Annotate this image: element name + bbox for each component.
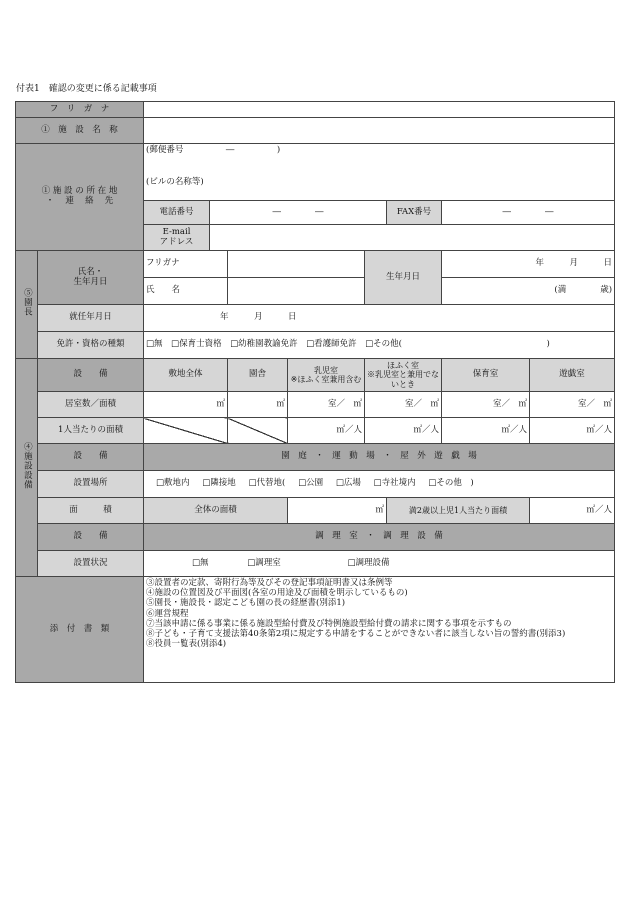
director-section-text: ⑤園長 bbox=[22, 288, 33, 317]
header-playroom: 遊戯室 bbox=[530, 359, 615, 392]
option-shrine[interactable]: □寺社境内 bbox=[373, 478, 416, 489]
attachment-item: ④施設の位置図及び平面図(各室の用途及び面積を明示しているもの) bbox=[146, 588, 408, 599]
equipment-label: 設 備 bbox=[38, 359, 144, 392]
infant-room-field[interactable]: 室／ ㎡ bbox=[288, 392, 365, 418]
location-options[interactable] bbox=[144, 471, 615, 498]
facilities-section-text: ④施設設備 bbox=[22, 441, 33, 490]
attachment-item: ⑧役員一覧表(別添4) bbox=[146, 639, 227, 650]
director-section-label bbox=[16, 251, 38, 359]
email-field[interactable] bbox=[210, 225, 615, 251]
option-on-site[interactable]: □敷地内 bbox=[156, 478, 190, 489]
kitchen-title: 調 理 室 ・ 調 理 設 備 bbox=[144, 524, 615, 551]
area-label: 面 積 bbox=[38, 498, 144, 524]
attachment-item: ⑧子ども・子育て支援法第40条第2項に規定する申請をすることができない者に該当しない旨の誓約書(別添3) bbox=[146, 628, 566, 639]
appointed-date-label: 就任年月日 bbox=[38, 305, 144, 332]
change-items-form bbox=[15, 101, 615, 683]
facility-furigana-field[interactable] bbox=[144, 102, 615, 118]
attachment-item: ⑤園長・施設長・認定こども園の長の経歴書(別添1) bbox=[146, 598, 346, 609]
address-label-line2: ・ 連 絡 先 bbox=[45, 196, 114, 206]
email-label bbox=[144, 225, 210, 251]
attachment-item: ③設置者の定款、寄附行為等及びその登記事項証明書又は条例等 bbox=[146, 578, 393, 588]
building-per-child-na bbox=[228, 418, 288, 444]
option-kitchen-equipment[interactable]: □調理設備 bbox=[347, 557, 390, 568]
header-infant-room: 乳児室 ※ほふく室兼用含む bbox=[288, 359, 365, 392]
header-crawling-room: ほふく室 ※乳児室と兼用でないとき bbox=[365, 359, 442, 392]
director-name-label-line2: 生年月日 bbox=[73, 276, 108, 287]
director-furigana-label: フリガナ bbox=[144, 251, 228, 278]
birth-label: 生年月日 bbox=[365, 251, 442, 305]
facility-name-label: ① 施 設 名 称 bbox=[16, 118, 144, 144]
director-furigana-field[interactable] bbox=[228, 251, 365, 278]
building-area-field[interactable]: ㎡ bbox=[228, 392, 288, 418]
address-field[interactable] bbox=[144, 144, 615, 201]
header-nursery-room: 保育室 bbox=[442, 359, 530, 392]
attachments-label: 添 付 書 類 bbox=[16, 577, 144, 683]
facility-name-field[interactable] bbox=[144, 118, 615, 144]
option-other[interactable]: □その他 ) bbox=[428, 478, 474, 489]
outdoor-playground-title: 園 庭 ・ 運 動 場 ・ 屋 外 遊 戯 場 bbox=[144, 444, 615, 471]
option-kitchen-room[interactable]: □調理室 bbox=[247, 557, 281, 568]
header-site-total: 敷地全体 bbox=[144, 359, 228, 392]
rooms-area-label: 居室数／面積 bbox=[38, 392, 144, 418]
over2-per-child-label: 満2歳以上児1人当たり面積 bbox=[387, 498, 530, 524]
total-area-label: 全体の面積 bbox=[144, 498, 288, 524]
kitchen-status-label: 設置状況 bbox=[38, 551, 144, 577]
fax-field[interactable]: ― ― bbox=[442, 201, 615, 225]
director-name-label bbox=[38, 251, 144, 305]
option-park[interactable]: □公園 bbox=[298, 478, 324, 489]
nursery-room-field[interactable]: 室／ ㎡ bbox=[442, 392, 530, 418]
postal-code: (郵便番号 ― ) bbox=[146, 145, 281, 155]
kitchen-equipment-label: 設 備 bbox=[38, 524, 144, 551]
director-name-field[interactable] bbox=[228, 278, 365, 305]
location-label: 設置場所 bbox=[38, 471, 144, 498]
option-adjacent[interactable]: □隣接地 bbox=[202, 478, 236, 489]
director-name-label-line1: 氏名・ bbox=[77, 266, 104, 277]
playroom-field[interactable]: 室／ ㎡ bbox=[530, 392, 615, 418]
kitchen-status-options[interactable] bbox=[144, 551, 615, 577]
per-child-area-label: 1人当たりの面積 bbox=[38, 418, 144, 444]
attachment-item: ⑥運営規程 bbox=[146, 608, 189, 619]
address-label bbox=[16, 144, 144, 251]
license-label: 免許・資格の種類 bbox=[38, 332, 144, 359]
tel-field[interactable]: ― ― bbox=[210, 201, 387, 225]
license-options[interactable]: □無 □保育士資格 □幼稚園教諭免許 □看護師免許 □その他( ) bbox=[144, 332, 615, 359]
option-alternative[interactable]: □代替地( bbox=[248, 478, 286, 489]
furigana-label: フ リ ガ ナ bbox=[16, 102, 144, 118]
fax-label: FAX番号 bbox=[387, 201, 442, 225]
site-per-child-na bbox=[144, 418, 228, 444]
nursery-per-child-field[interactable]: ㎡／人 bbox=[442, 418, 530, 444]
header-school-building: 園舎 bbox=[228, 359, 288, 392]
building-name: (ビルの名称等) bbox=[146, 176, 204, 187]
crawling-room-field[interactable]: 室／ ㎡ bbox=[365, 392, 442, 418]
appointed-date-field[interactable]: 年 月 日 bbox=[144, 305, 615, 332]
director-name-text: 氏 名 bbox=[144, 278, 228, 305]
crawling-per-child-field[interactable]: ㎡／人 bbox=[365, 418, 442, 444]
attachment-item: ⑦当該申請に係る事業に係る施設型給付費及び特例施設型給付費の請求に関する事項を示すもの bbox=[146, 618, 512, 629]
total-area-field[interactable]: ㎡ bbox=[288, 498, 387, 524]
birth-date-field[interactable]: 年 月 日 bbox=[442, 251, 615, 278]
address-label-line1: ① 施 設 の 所 在 地 bbox=[41, 186, 118, 197]
option-none[interactable]: □無 bbox=[192, 557, 209, 568]
outdoor-equipment-label: 設 備 bbox=[38, 444, 144, 471]
attachments-list bbox=[144, 577, 615, 683]
option-plaza[interactable]: □広場 bbox=[335, 478, 361, 489]
over2-per-child-field[interactable]: ㎡／人 bbox=[530, 498, 615, 524]
email-label-line1: E-mail bbox=[162, 226, 191, 237]
facilities-section-label bbox=[16, 359, 38, 577]
form-caption: 付表1 確認の変更に係る記載事項 bbox=[16, 84, 157, 94]
email-label-line2: アドレス bbox=[159, 236, 194, 247]
playroom-per-child-field[interactable]: ㎡／人 bbox=[530, 418, 615, 444]
tel-label: 電話番号 bbox=[144, 201, 210, 225]
infant-per-child-field[interactable]: ㎡／人 bbox=[288, 418, 365, 444]
age-field[interactable]: (満 歳) bbox=[442, 278, 615, 305]
site-area-field[interactable]: ㎡ bbox=[144, 392, 228, 418]
